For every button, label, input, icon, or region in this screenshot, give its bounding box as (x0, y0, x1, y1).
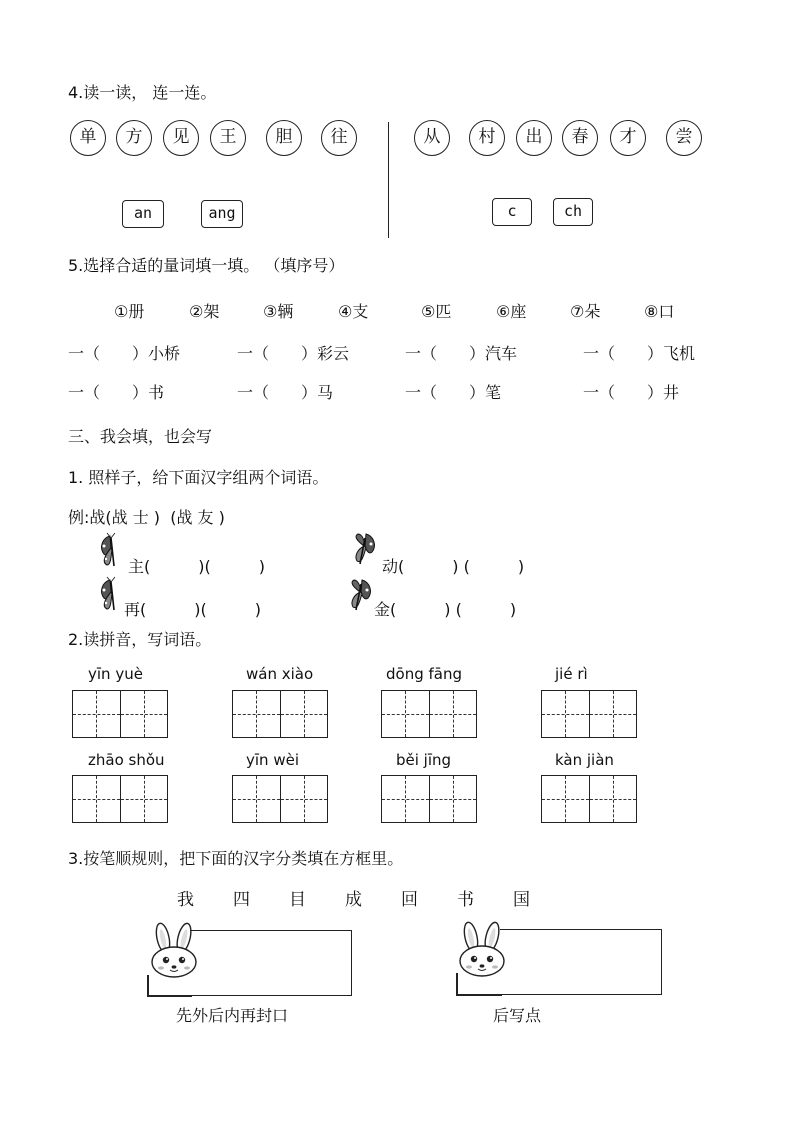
pinyin-box: c (492, 198, 532, 226)
section-heading: 三、我会填，也会写 (68, 427, 213, 446)
pinyin-label: kàn jiàn (555, 751, 614, 769)
option-label: ①册 (114, 302, 145, 321)
q1-title: 1. 照样子，给下面汉字组两个词语。 (68, 468, 329, 487)
writing-grid[interactable] (381, 690, 477, 738)
hanzi-char: 书 (457, 890, 474, 910)
writing-grid[interactable] (232, 775, 328, 823)
fill-item: 一（ ）汽车 (405, 344, 518, 363)
pinyin-label: jié rì (555, 665, 588, 683)
writing-grid[interactable] (232, 690, 328, 738)
char-circle: 出 (516, 120, 552, 156)
option-label: ⑤匹 (421, 302, 452, 321)
box-edge (456, 994, 502, 996)
option-label: ⑦朵 (570, 302, 601, 321)
q1-example: 例:战(战 士 ) (战 友 ) (68, 508, 225, 527)
char-circle: 方 (116, 120, 152, 156)
pinyin-box: an (122, 200, 164, 228)
word-item: 金( ) ( ) (374, 600, 517, 619)
hanzi-char: 目 (289, 890, 306, 910)
char-circle: 尝 (666, 120, 702, 156)
option-label: ⑥座 (496, 302, 527, 321)
butterfly-icon (98, 532, 124, 568)
pinyin-label: zhāo shǒu (88, 751, 165, 769)
butterfly-icon (348, 576, 374, 612)
fill-item: 一（ ）书 (68, 383, 165, 402)
char-circle: 从 (414, 120, 450, 156)
answer-box-right[interactable] (500, 929, 662, 995)
fill-item: 一（ ）小桥 (68, 344, 181, 363)
fill-item: 一（ ）笔 (405, 383, 502, 402)
pinyin-box: ch (553, 198, 593, 226)
char-circle: 村 (469, 120, 505, 156)
box-label-left: 先外后内再封口 (176, 1006, 289, 1025)
q5-title: 5.选择合适的量词填一填。 （填序号） (68, 256, 345, 275)
option-label: ⑧口 (644, 302, 675, 321)
char-circle: 往 (321, 120, 357, 156)
option-label: ④支 (338, 302, 369, 321)
word-item: 动( ) ( ) (382, 557, 525, 576)
butterfly-icon (98, 576, 124, 612)
option-label: ②架 (189, 302, 220, 321)
pinyin-label: dōng fāng (386, 665, 462, 683)
char-circle: 王 (210, 120, 246, 156)
char-circle: 单 (70, 120, 106, 156)
q4-title: 4.读一读， 连一连。 (68, 83, 217, 102)
hanzi-char: 四 (233, 890, 250, 910)
writing-grid[interactable] (541, 690, 637, 738)
option-label: ③辆 (263, 302, 294, 321)
word-item: 主( )( ) (128, 557, 265, 576)
divider-line (388, 122, 389, 238)
word-item: 再( )( ) (124, 600, 261, 619)
hanzi-char: 我 (177, 890, 194, 910)
pinyin-box: ang (201, 200, 243, 228)
pinyin-label: yīn wèi (246, 751, 299, 769)
butterfly-icon (352, 530, 378, 566)
writing-grid[interactable] (72, 775, 168, 823)
answer-box-left[interactable] (190, 930, 352, 996)
box-label-right: 后写点 (493, 1006, 542, 1025)
pinyin-label: běi jīng (396, 751, 452, 769)
hanzi-char: 回 (401, 890, 418, 910)
fill-item: 一（ ）井 (583, 383, 680, 402)
char-circle: 春 (562, 120, 598, 156)
fill-item: 一（ ）飞机 (583, 344, 696, 363)
hanzi-char: 国 (513, 890, 530, 910)
q2-title: 2.读拼音，写词语。 (68, 630, 212, 649)
char-circle: 见 (163, 120, 199, 156)
rabbit-icon (454, 921, 514, 979)
writing-grid[interactable] (541, 775, 637, 823)
box-edge (147, 995, 192, 997)
fill-item: 一（ ）马 (237, 383, 334, 402)
char-circle: 胆 (266, 120, 302, 156)
char-circle: 才 (610, 120, 646, 156)
q3-title: 3.按笔顺规则，把下面的汉字分类填在方框里。 (68, 849, 404, 868)
writing-grid[interactable] (381, 775, 477, 823)
writing-grid[interactable] (72, 690, 168, 738)
pinyin-label: wán xiào (246, 665, 314, 683)
hanzi-char: 成 (345, 890, 362, 910)
rabbit-icon (146, 922, 206, 980)
pinyin-label: yīn yuè (88, 665, 143, 683)
fill-item: 一（ ）彩云 (237, 344, 350, 363)
